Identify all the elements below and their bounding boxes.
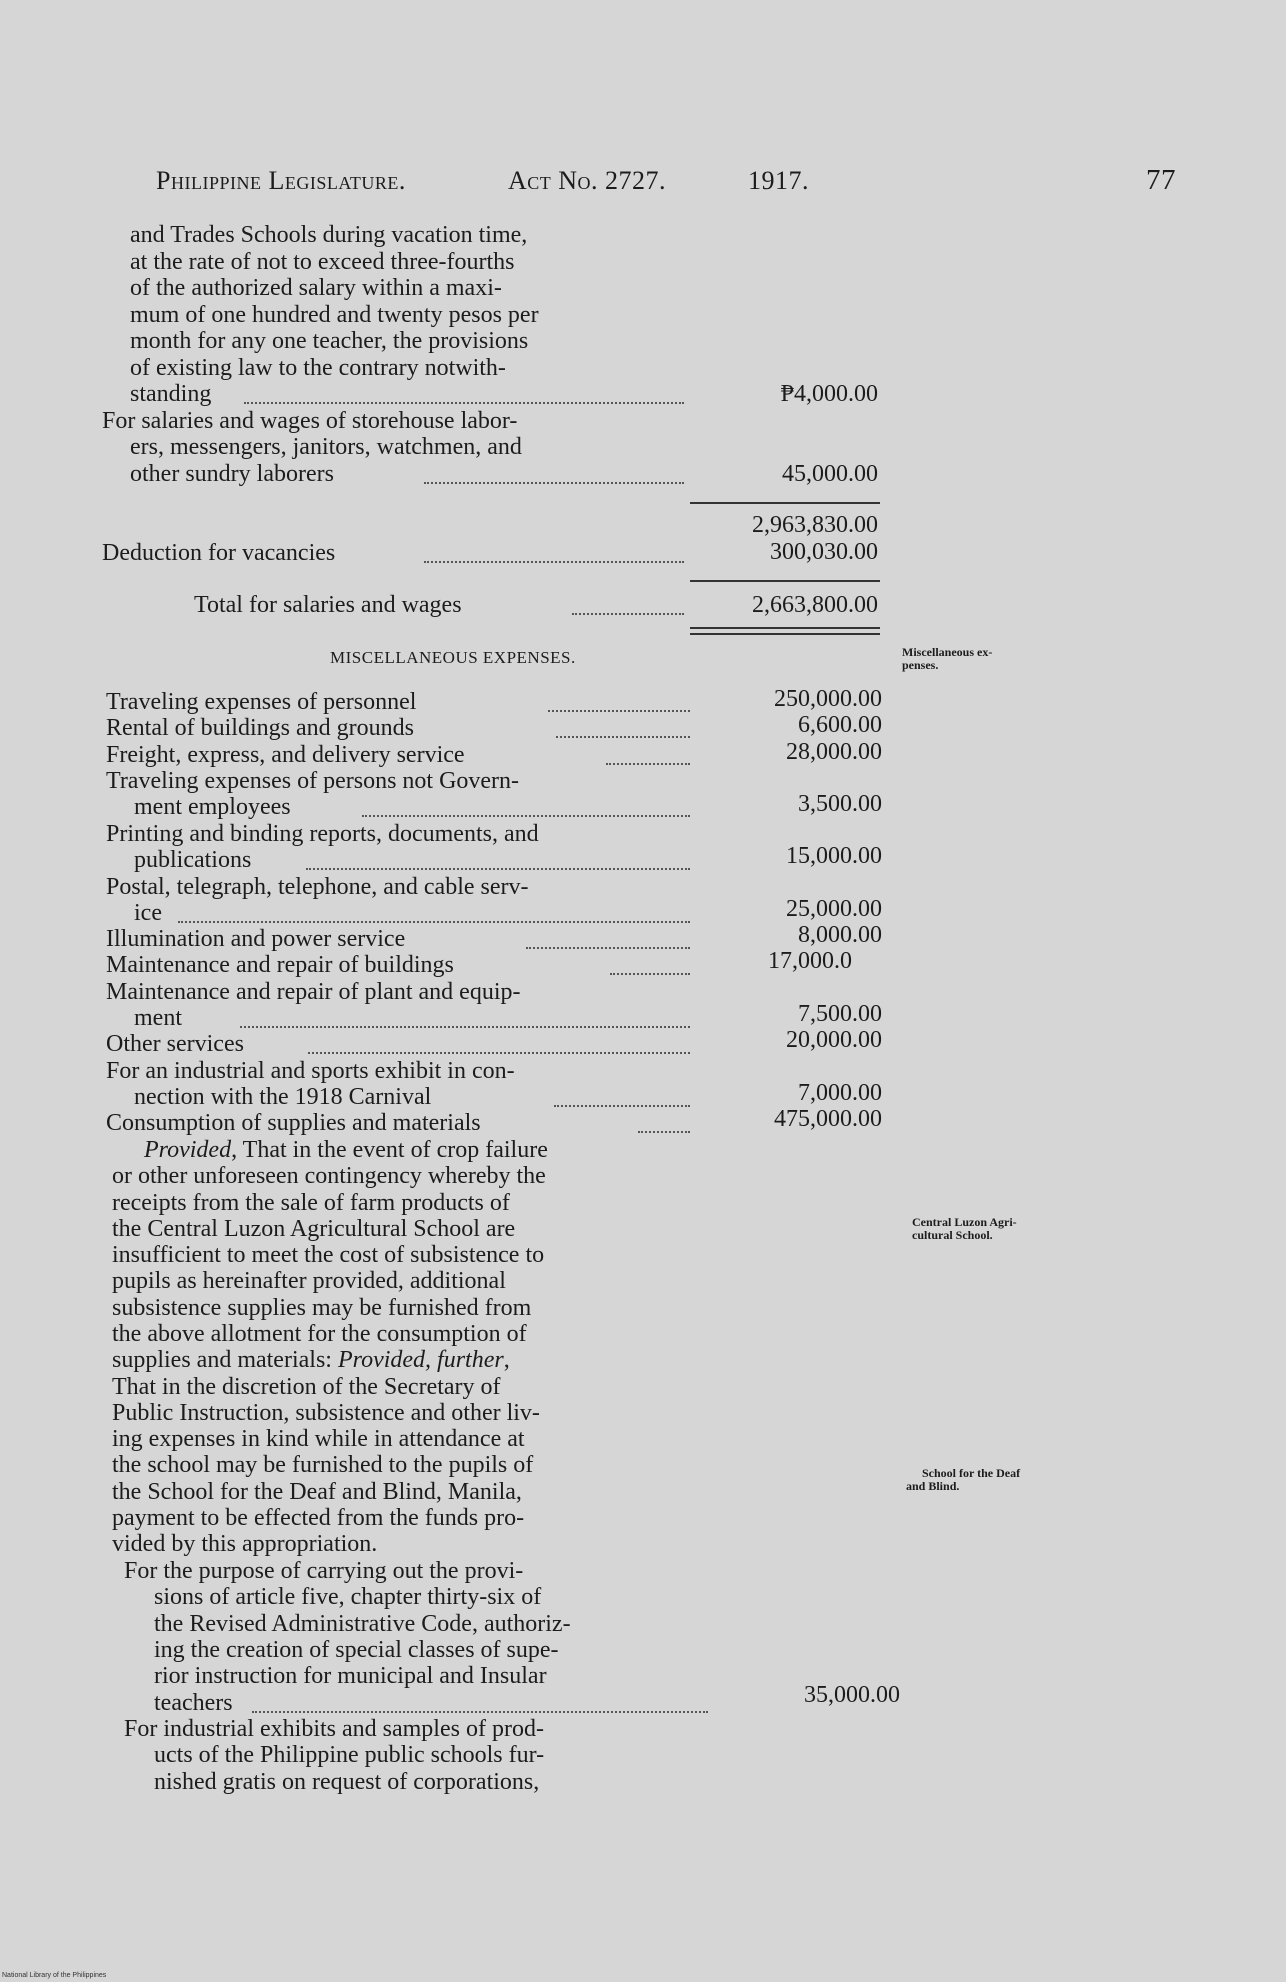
text-line: sions of article five, chapter thirty-six of [154, 1584, 542, 1610]
text-span: , [503, 1347, 510, 1373]
text-line: of the authorized salary within a maxi- [130, 275, 502, 301]
text-line: That in the discretion of the Secretary of [112, 1374, 501, 1400]
text-line: the School for the Deaf and Blind, Manila, [112, 1479, 522, 1505]
amount: 8,000.00 [798, 922, 882, 948]
text-line: other sundry laborers [130, 461, 334, 487]
text-line: teachers [154, 1690, 233, 1716]
leader-dots [638, 1131, 690, 1133]
running-header-act: Act No. 2727. [508, 166, 667, 195]
leader-dots [244, 402, 684, 404]
sum-rule [690, 580, 880, 582]
amount: 28,000.00 [786, 739, 882, 765]
leader-dots [526, 947, 690, 949]
leader-dots [572, 613, 684, 615]
text-line: Traveling expenses of persons not Govern- [106, 768, 520, 794]
amount: 7,000.00 [798, 1080, 882, 1106]
text-line: receipts from the sale of farm products of [112, 1190, 510, 1216]
text-line: ucts of the Philippine public schools fur- [154, 1742, 545, 1768]
total-amount: 2,663,800.00 [752, 592, 878, 618]
page-number: 77 [1146, 164, 1176, 196]
leader-dots [610, 973, 690, 975]
margin-note-line: School for the Deaf [922, 1466, 1021, 1480]
text-line: month for any one teacher, the provisions [130, 328, 529, 354]
text-line: Other services [106, 1031, 244, 1057]
text-line: Illumination and power service [106, 926, 406, 952]
margin-note-line: Central Luzon Agri- [912, 1215, 1017, 1229]
margin-note-line: Miscellaneous ex- [902, 645, 993, 659]
amount: 25,000.00 [786, 896, 882, 922]
text-span: supplies and materials: [112, 1347, 338, 1373]
text-line: the school may be furnished to the pupils of [112, 1452, 534, 1478]
leader-dots [556, 736, 690, 738]
amount: 250,000.00 [774, 686, 882, 712]
leader-dots [606, 763, 690, 765]
text-line: ing expenses in kind while in attendance at [112, 1426, 525, 1452]
text-line: the Revised Administrative Code, authoriz- [154, 1611, 571, 1637]
text-line: or other unforeseen contingency whereby the [112, 1163, 546, 1189]
text-line: ers, messengers, janitors, watchmen, and [130, 434, 522, 460]
text-line: Printing and binding reports, documents, and [106, 821, 539, 847]
double-rule [690, 627, 880, 629]
text-line: Total for salaries and wages [194, 592, 462, 618]
text-line: the above allotment for the consumption of [112, 1321, 527, 1347]
text-line: insufficient to meet the cost of subsistence to [112, 1242, 545, 1268]
amount: 7,500.00 [798, 1001, 882, 1027]
amount: ₱4,000.00 [780, 381, 878, 407]
text-line: Traveling expenses of personnel [106, 689, 417, 715]
leader-dots [306, 868, 690, 870]
deduction-amount: 300,030.00 [770, 539, 878, 565]
text-line: and Trades Schools during vacation time, [130, 222, 528, 248]
text-line: pupils as hereinafter provided, additional [112, 1268, 506, 1294]
text-line: mum of one hundred and twenty pesos per [130, 302, 539, 328]
text-line: Rental of buildings and grounds [106, 715, 414, 741]
amount: 17,000.0 [768, 948, 852, 974]
italic-proviso: Provided [144, 1137, 232, 1163]
text-line: ing the creation of special classes of supe- [154, 1637, 559, 1663]
text-line: of existing law to the contrary notwith- [130, 355, 506, 381]
text-line: at the rate of not to exceed three-fourths [130, 249, 515, 275]
margin-note-central-luzon [912, 1216, 1102, 1242]
section-heading: MISCELLANEOUS EXPENSES. [330, 648, 576, 667]
text-line: Postal, telegraph, telephone, and cable serv- [106, 874, 529, 900]
margin-note-line: and Blind. [906, 1479, 960, 1493]
text-line: Freight, express, and delivery service [106, 742, 465, 768]
text-line: nished gratis on request of corporations, [154, 1769, 540, 1795]
text-line: Deduction for vacancies [102, 540, 336, 566]
italic-proviso: Provided, further [337, 1347, 504, 1373]
double-rule [690, 633, 880, 635]
text-line: publications [134, 847, 252, 873]
text-line: For the purpose of carrying out the provi- [124, 1558, 524, 1584]
text-span: , That in the event of crop failure [231, 1137, 548, 1163]
margin-note-deaf-blind [906, 1467, 1096, 1493]
margin-note-misc [902, 646, 1092, 672]
text-line: the Central Luzon Agricultural School are [112, 1216, 516, 1242]
leader-dots [240, 1026, 690, 1028]
amount: 15,000.00 [786, 843, 882, 869]
leader-dots [252, 1711, 708, 1713]
running-header-title: Philippine Legislature. [156, 166, 406, 195]
margin-note-line: penses. [902, 658, 939, 672]
text-line: Public Instruction, subsistence and other liv- [112, 1400, 540, 1426]
text-line: Maintenance and repair of buildings [106, 952, 454, 978]
text-line: rior instruction for municipal and Insular [154, 1663, 547, 1689]
text-line: ment employees [134, 794, 291, 820]
leader-dots [424, 561, 684, 563]
leader-dots [308, 1052, 690, 1054]
footer-caption: National Library of the Philippines [2, 1972, 107, 1979]
amount: 45,000.00 [782, 461, 878, 487]
leader-dots [362, 815, 690, 817]
amount: 475,000.00 [774, 1106, 882, 1132]
text-line: subsistence supplies may be furnished from [112, 1295, 532, 1321]
text-line: payment to be effected from the funds pro- [112, 1505, 525, 1531]
text-line: Maintenance and repair of plant and equip- [106, 979, 521, 1005]
sum-rule [690, 502, 880, 504]
leader-dots [424, 482, 684, 484]
leader-dots [178, 921, 690, 923]
amount: 35,000.00 [804, 1682, 900, 1708]
text-line: ment [134, 1005, 182, 1031]
text-line: For industrial exhibits and samples of prod- [124, 1716, 544, 1742]
text-line [144, 1137, 548, 1164]
leader-dots [554, 1105, 690, 1107]
subtotal-amount: 2,963,830.00 [752, 512, 878, 538]
text-line: For an industrial and sports exhibit in con- [106, 1058, 515, 1084]
margin-note-line: cultural School. [912, 1228, 993, 1242]
amount: 6,600.00 [798, 712, 882, 738]
running-header-year: 1917. [748, 166, 809, 195]
text-line: ice [134, 900, 162, 926]
text-line [112, 1347, 510, 1374]
text-line: For salaries and wages of storehouse labor- [102, 408, 518, 434]
amount: 3,500.00 [798, 791, 882, 817]
text-line: standing [130, 381, 212, 407]
text-line: nection with the 1918 Carnival [134, 1084, 432, 1110]
amount: 20,000.00 [786, 1027, 882, 1053]
text-line: Consumption of supplies and materials [106, 1110, 481, 1136]
text-line: vided by this appropriation. [112, 1531, 378, 1557]
leader-dots [548, 710, 690, 712]
